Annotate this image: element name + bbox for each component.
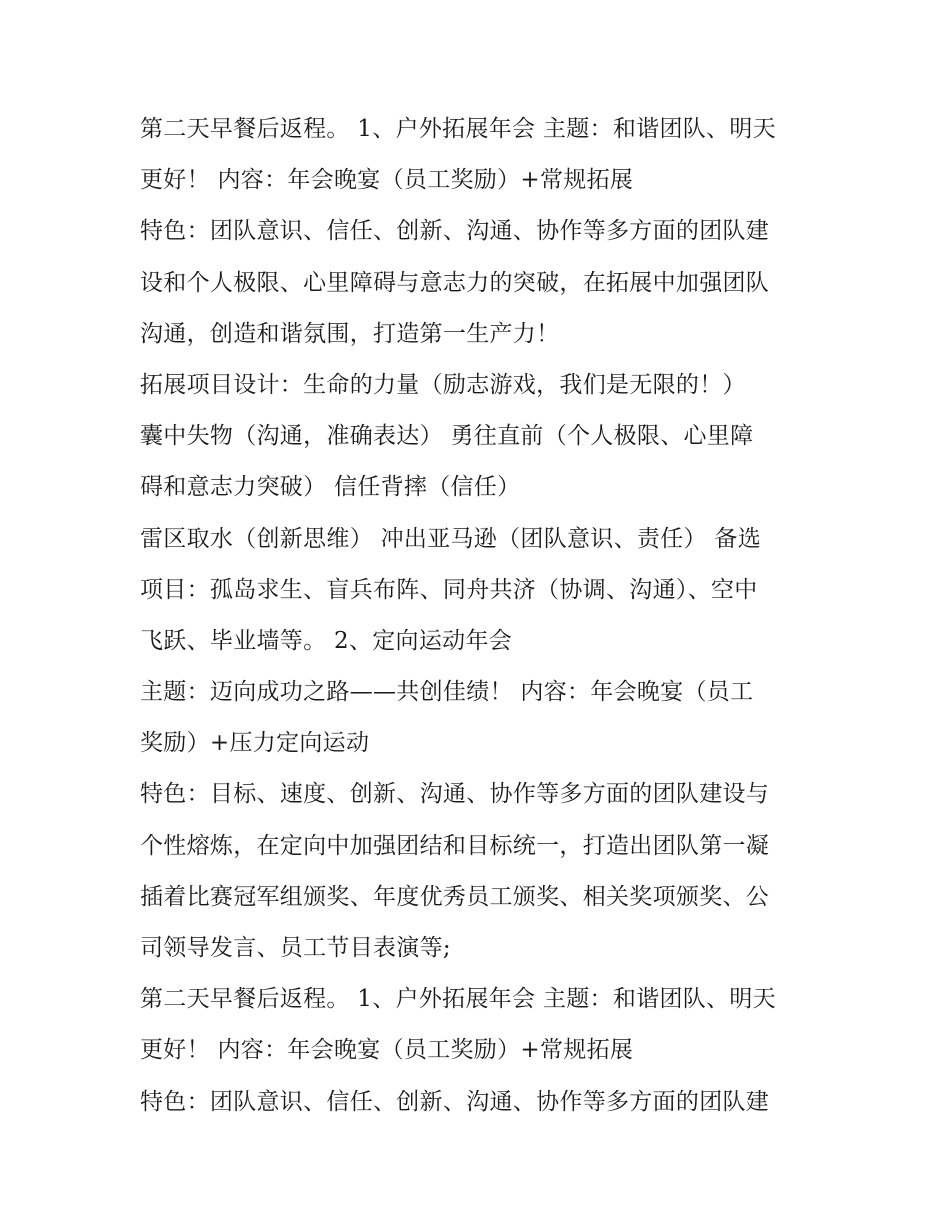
text-line: 拓展项目设计：生命的力量（励志游戏，我们是无限的！） [140,371,746,398]
text-line: 插着比赛冠军组颁奖、年度优秀员工颁奖、相关奖项颁奖、公 [140,883,770,910]
text-line: 囊中失物（沟通，准确表达） 勇往直前（个人极限、心里障 [140,423,754,450]
text-line: 碍和意志力突破） 信任背摔（信任） [140,474,521,501]
text-line: 奖励）+压力定向运动 [140,730,370,757]
text-line: 项目：孤岛求生、盲兵布阵、同舟共济（协调、沟通）、空中 [140,576,758,603]
text-line: 特色：团队意识、信任、创新、沟通、协作等多方面的团队建 [140,218,770,245]
text-line: 个性熔炼，在定向中加强团结和目标统一，打造出团队第一凝 [140,832,770,859]
text-line: 第二天早餐后返程。 1、户外拓展年会 主题：和谐团队、明天 [140,116,776,142]
text-line: 沟通，创造和谐氛围，打造第一生产力！ [140,320,560,347]
text-line: 雷区取水（创新思维） 冲出亚马逊（团队意识、责任） 备选 [140,525,762,552]
text-line: 特色：目标、速度、创新、沟通、协作等多方面的团队建设与 [140,781,770,808]
text-line: 第二天早餐后返程。 1、户外拓展年会 主题：和谐团队、明天 [140,986,776,1013]
text-line: 设和个人极限、心里障碍与意志力的突破，在拓展中加强团队 [140,269,770,296]
text-line: 司领导发言、员工节目表演等; [140,935,451,961]
document-body [140,104,830,1128]
text-line: 飞跃、毕业墙等。 2、定向运动年会 [140,627,513,654]
text-line: 更好！ 内容：年会晚宴（员工奖励）+常规拓展 [140,167,634,194]
text-line: 特色：团队意识、信任、创新、沟通、协作等多方面的团队建 [140,1088,770,1115]
text-line: 主题：迈向成功之路——共创佳绩！ 内容：年会晚宴（员工 [140,679,754,706]
text-line: 更好！ 内容：年会晚宴（员工奖励）+常规拓展 [140,1037,634,1064]
